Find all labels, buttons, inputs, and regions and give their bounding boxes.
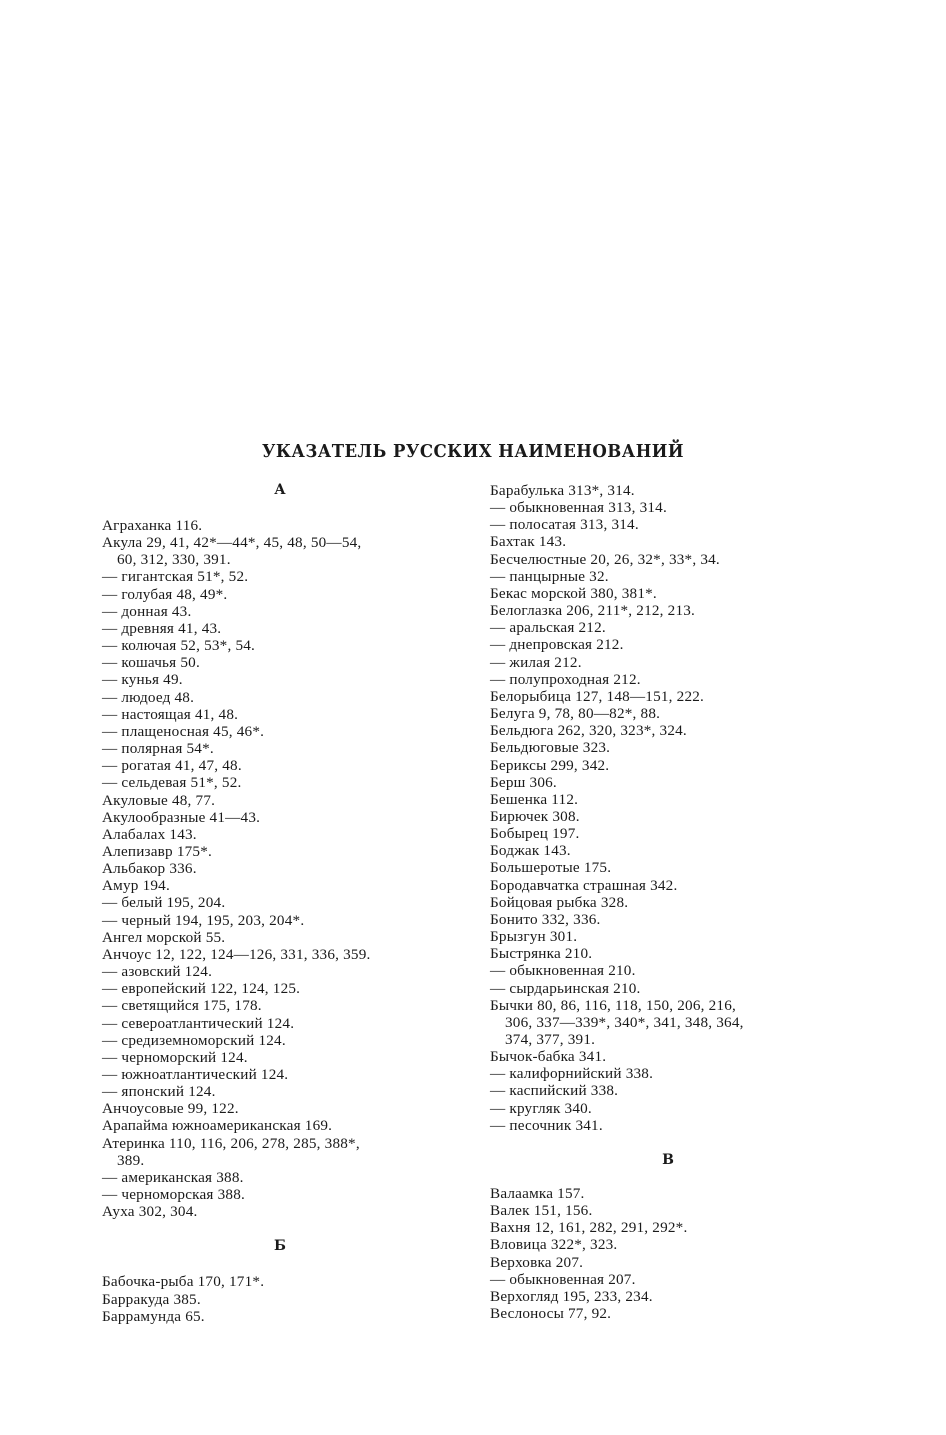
entry-text: Белуга 9, 78, 80—82*, 88.	[490, 705, 661, 723]
index-entry	[102, 1032, 472, 1049]
entry-text: — кругляк 340.	[490, 1099, 592, 1117]
entry-text: — сельдевая 51*, 52.	[102, 774, 242, 792]
entry-text: Бородавчатка страшная 342.	[490, 876, 678, 894]
index-entry	[102, 603, 472, 620]
entry-text: Аграханка 116.	[102, 517, 203, 534]
section-letter-b: Б	[274, 1238, 286, 1255]
index-entry	[102, 843, 472, 860]
index-entry	[490, 1271, 870, 1288]
entry-text: — белый 195, 204.	[102, 894, 226, 912]
index-entry	[490, 722, 870, 739]
entry-text: Бахтак 143.	[490, 533, 567, 551]
entry-text: — светящийся 175, 178.	[102, 997, 262, 1015]
entry-text: — обыкновенная 313, 314.	[490, 499, 667, 517]
index-entry	[102, 1015, 472, 1032]
entry-text: Бычок-бабка 341.	[490, 1048, 607, 1066]
entry-text: Анчоус 12, 122, 124—126, 331, 336, 359.	[102, 945, 371, 963]
section-a-entries	[102, 517, 472, 1220]
entry-text: — кунья 49.	[102, 671, 183, 689]
entry-text: Акулообразные 41—43.	[102, 808, 261, 826]
entry-text: — плащеносная 45, 46*.	[102, 722, 265, 740]
index-entry	[490, 774, 870, 791]
entry-text: — европейский 122, 124, 125.	[102, 980, 301, 998]
entry-text: — рогатая 41, 47, 48.	[102, 757, 242, 775]
index-entry	[102, 534, 472, 568]
entry-text: Быстрянка 210.	[490, 945, 593, 963]
index-entry	[490, 1219, 870, 1236]
index-entry	[490, 739, 870, 756]
entry-text: — японский 124.	[102, 1083, 216, 1101]
entry-text: Большеротые 175.	[490, 859, 612, 877]
index-entry	[490, 533, 870, 550]
index-entry	[102, 706, 472, 723]
index-entry	[102, 1117, 472, 1134]
index-entry	[102, 980, 472, 997]
entry-text: Бирючек 308.	[490, 807, 580, 825]
entry-text: Веслоносы 77, 92.	[490, 1305, 612, 1323]
index-entry	[102, 826, 472, 843]
index-entry	[102, 1203, 472, 1220]
entry-text: Верхогляд 195, 233, 234.	[490, 1287, 653, 1305]
entry-text: Валек 151, 156.	[490, 1202, 593, 1220]
entry-text: — сырдарьинская 210.	[490, 979, 641, 997]
entry-text: Атеринка 110, 116, 206, 278, 285, 388*,	[102, 1134, 360, 1152]
entry-text: — обыкновенная 207.	[490, 1270, 636, 1288]
index-entry	[490, 962, 870, 979]
index-entry	[102, 723, 472, 740]
index-entry	[490, 1254, 870, 1271]
index-entry	[102, 689, 472, 706]
page-title: УКАЗАТЕЛЬ РУССКИХ НАИМЕНОВАНИЙ	[261, 441, 685, 462]
index-entry	[102, 568, 472, 585]
entry-continuation: 389.	[117, 1151, 145, 1169]
index-entry	[490, 757, 870, 774]
index-entry	[490, 1082, 870, 1099]
entry-text: Бесчелюстные 20, 26, 32*, 33*, 34.	[490, 550, 720, 568]
index-entry	[102, 1083, 472, 1100]
index-entry	[102, 1066, 472, 1083]
entry-text: Барракуда 385.	[102, 1290, 201, 1308]
index-entry	[490, 1048, 870, 1065]
entry-text: — полосатая 313, 314.	[490, 516, 639, 534]
entry-text: Верховка 207.	[490, 1253, 584, 1271]
index-entry	[102, 757, 472, 774]
index-entry	[490, 1202, 870, 1219]
entry-text: Акуловые 48, 77.	[102, 791, 216, 809]
entry-text: Бобырец 197.	[490, 825, 580, 843]
entry-text: — панцырные 32.	[490, 567, 609, 585]
entry-continuation: 374, 377, 391.	[505, 1031, 596, 1048]
entry-text: — обыкновенная 210.	[490, 962, 636, 980]
entry-text: Акула 29, 41, 42*—44*, 45, 48, 50—54,	[102, 534, 362, 552]
entry-text: Барабулька 313*, 314.	[490, 482, 635, 499]
index-entry	[490, 877, 870, 894]
index-entry	[102, 1186, 472, 1203]
entry-text: Бабочка-рыба 170, 171*.	[102, 1273, 265, 1291]
index-entry	[102, 517, 472, 534]
section-b-continued-entries	[490, 482, 870, 1134]
entry-text: — гигантская 51*, 52.	[102, 568, 249, 586]
index-entry	[102, 637, 472, 654]
entry-text: — голубая 48, 49*.	[102, 585, 228, 603]
entry-text: — днепровская 212.	[490, 636, 624, 654]
index-entry	[102, 946, 472, 963]
index-entry	[490, 482, 870, 499]
entry-text: — колючая 52, 53*, 54.	[102, 637, 256, 655]
entry-text: — аральская 212.	[490, 619, 606, 637]
entry-text: Валаамка 157.	[490, 1184, 585, 1202]
section-letter-v: В	[662, 1151, 674, 1168]
entry-text: — черноморский 124.	[102, 1048, 248, 1066]
entry-text: Алепизавр 175*.	[102, 842, 213, 860]
index-entry	[102, 774, 472, 791]
entry-text: — полярная 54*.	[102, 740, 214, 758]
section-letter-a: А	[274, 482, 286, 498]
index-entry	[490, 825, 870, 842]
entry-text: — песочник 341.	[490, 1116, 603, 1134]
index-entry	[102, 792, 472, 809]
index-entry	[102, 809, 472, 826]
entry-text: — каспийский 338.	[490, 1082, 619, 1100]
entry-text: — черный 194, 195, 203, 204*.	[102, 911, 305, 929]
index-entry	[490, 636, 870, 653]
entry-text: Альбакор 336.	[102, 860, 197, 878]
entry-text: Бельдюга 262, 320, 323*, 324.	[490, 722, 687, 740]
index-entry	[490, 654, 870, 671]
entry-text: Ангел морской 55.	[102, 928, 226, 946]
entry-text: Белорыбица 127, 148—151, 222.	[490, 687, 705, 705]
index-entry	[102, 912, 472, 929]
index-entry	[102, 860, 472, 877]
entry-text: Бериксы 299, 342.	[490, 756, 610, 774]
index-entry	[490, 568, 870, 585]
entry-text: Боджак 143.	[490, 842, 571, 860]
index-entry	[490, 499, 870, 516]
index-entry	[102, 671, 472, 688]
entry-text: Алабалах 143.	[102, 825, 197, 843]
entry-text: — черноморская 388.	[102, 1186, 245, 1204]
index-entry	[490, 1236, 870, 1253]
index-entry	[490, 1288, 870, 1305]
index-entry	[102, 1291, 472, 1308]
index-entry	[490, 1100, 870, 1117]
entry-text: — калифорнийский 338.	[490, 1065, 654, 1083]
entry-text: Брызгун 301.	[490, 928, 578, 946]
index-entry	[490, 1065, 870, 1082]
entry-text: Бонито 332, 336.	[490, 910, 601, 928]
entry-text: Ауха 302, 304.	[102, 1203, 198, 1221]
index-entry	[102, 1169, 472, 1186]
entry-text: Бойцовая рыбка 328.	[490, 893, 629, 911]
entry-text: Амур 194.	[102, 877, 170, 895]
entry-text: — древняя 41, 43.	[102, 619, 222, 637]
entry-continuation: 306, 337—339*, 340*, 341, 348, 364,	[505, 1013, 744, 1031]
entry-continuation: 60, 312, 330, 391.	[117, 551, 231, 569]
index-entry	[490, 997, 870, 1048]
index-entry	[490, 945, 870, 962]
index-entry	[490, 602, 870, 619]
index-entry	[102, 654, 472, 671]
index-entry	[490, 808, 870, 825]
index-entry	[102, 894, 472, 911]
entry-text: — настоящая 41, 48.	[102, 705, 239, 723]
index-entry	[102, 1049, 472, 1066]
index-entry	[490, 894, 870, 911]
index-entry	[102, 1135, 472, 1169]
index-entry	[102, 963, 472, 980]
entry-text: — жилая 212.	[490, 653, 582, 671]
entry-text: Бекас морской 380, 381*.	[490, 584, 657, 602]
index-entry	[490, 980, 870, 997]
index-entry	[490, 619, 870, 636]
index-entry	[102, 586, 472, 603]
left-column	[102, 482, 472, 1325]
index-entry	[102, 1100, 472, 1117]
entry-text: — людоед 48.	[102, 688, 195, 706]
entry-text: — азовский 124.	[102, 963, 213, 981]
right-column	[490, 482, 870, 1322]
entry-text: — североатлантический 124.	[102, 1014, 295, 1032]
entry-text: — американская 388.	[102, 1168, 244, 1186]
index-entry	[490, 1117, 870, 1134]
entry-text: — полупроходная 212.	[490, 670, 641, 688]
index-entry	[490, 585, 870, 602]
entry-text: Анчоусовые 99, 122.	[102, 1100, 239, 1118]
index-entry	[490, 516, 870, 533]
entry-text: Баррамунда 65.	[102, 1307, 205, 1325]
entry-text: Вахня 12, 161, 282, 291, 292*.	[490, 1219, 688, 1237]
index-entry	[102, 1273, 472, 1290]
index-entry	[102, 740, 472, 757]
entry-text: Вловица 322*, 323.	[490, 1236, 618, 1254]
index-entry	[490, 859, 870, 876]
index-entry	[490, 911, 870, 928]
entry-text: — донная 43.	[102, 602, 192, 620]
index-entry	[490, 705, 870, 722]
index-entry	[102, 620, 472, 637]
entry-text: Бычки 80, 86, 116, 118, 150, 206, 216,	[490, 996, 736, 1014]
index-entry	[102, 929, 472, 946]
entry-text: — южноатлантический 124.	[102, 1066, 289, 1083]
entry-text: Бешенка 112.	[490, 790, 579, 808]
index-entry	[490, 928, 870, 945]
index-entry	[490, 551, 870, 568]
entry-text: Берш 306.	[490, 773, 557, 791]
index-entry	[102, 997, 472, 1014]
section-v-entries	[490, 1185, 870, 1322]
entry-text: Белоглазка 206, 211*, 212, 213.	[490, 602, 696, 620]
index-entry	[490, 688, 870, 705]
index-entry	[490, 1185, 870, 1202]
index-entry	[490, 671, 870, 688]
entry-text: Арапайма южноамериканская 169.	[102, 1117, 333, 1135]
index-entry	[490, 791, 870, 808]
entry-text: Бельдюговые 323.	[490, 739, 611, 757]
index-entry	[102, 1308, 472, 1325]
entry-text: — средиземноморский 124.	[102, 1031, 286, 1049]
index-entry	[102, 877, 472, 894]
index-entry	[490, 842, 870, 859]
index-entry	[490, 1305, 870, 1322]
entry-text: — кошачья 50.	[102, 654, 200, 672]
section-b-entries	[102, 1273, 472, 1324]
